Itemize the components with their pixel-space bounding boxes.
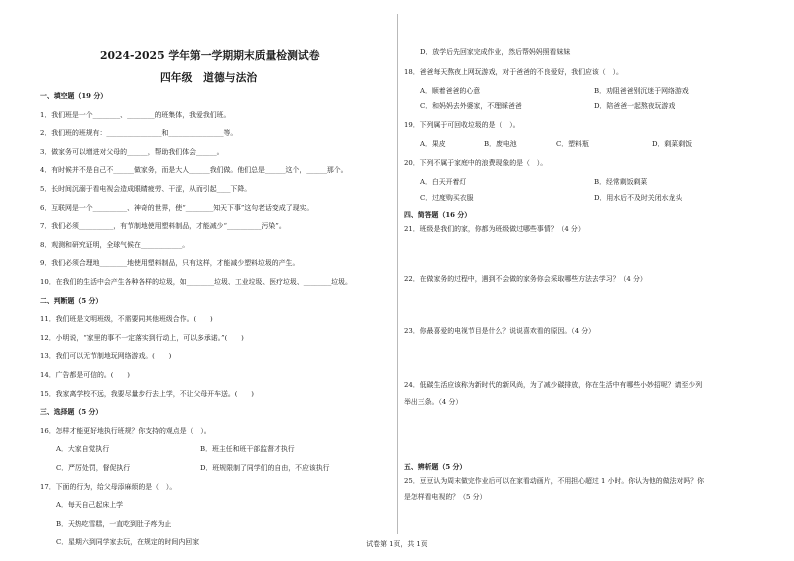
option-text: B．天热吃雪糕，一直吃到肚子疼为止 xyxy=(56,519,172,528)
column-divider xyxy=(397,14,398,534)
question-text: 12．小明说，“家里的事不一定落实到行动上，可以多承诺。”( ) xyxy=(40,333,244,342)
question-text: 13．我们可以无节制地玩网络游戏。( ) xyxy=(40,352,172,361)
section-heading: 一、填空题（19 分） xyxy=(40,92,108,100)
question-text: 11．我们班是文明班级，不需要同其他班级合作。( ) xyxy=(40,315,213,324)
question-text: 25．豆豆认为周末做完作业后可以在家看动画片，不用担心超过 1 小时。你认为他的做法对吗？你 xyxy=(404,477,705,485)
question-text: 4．有时候并不是自己不______做家务，而是大人______我们做。他们总是______这个，______那个。 xyxy=(40,166,348,175)
question-text: 举出三条。（4 分） xyxy=(404,398,463,406)
option-text: D．放学后先回家完成作业，然后帮妈妈照看妹妹 xyxy=(420,48,571,56)
option-text: C．星期六到同学家去玩，在规定的时间内回家 xyxy=(56,538,200,547)
question-text: 6．互联网是一个__________、神奇的世界，使“________知天下事”这句老话变成了现实。 xyxy=(40,203,314,212)
option-text: A．每天自己起床上学 xyxy=(56,501,123,510)
option-text: A．大家自觉执行 xyxy=(56,445,110,454)
section-heading: 四、简答题（16 分） xyxy=(404,211,472,219)
question-text: 19．下列属于可回收垃圾的是（ ）。 xyxy=(404,121,520,129)
option-text: B．经常剩饭剩菜 xyxy=(594,178,648,186)
exam-subtitle: 四年级 道德与法治 xyxy=(160,71,258,84)
question-text: 7．我们必须__________，有节制地使用塑料制品，才能减少“__________污染”。 xyxy=(40,222,286,231)
option-text: C．塑料瓶 xyxy=(556,140,589,148)
page-footer: 试卷第 1页，共 1页 xyxy=(366,540,428,548)
question-text: 3．做家务可以增进对父母的______，帮助我们体会______。 xyxy=(40,147,224,156)
question-text: 16．怎样才能更好地执行班规？你支持的观点是（ ）。 xyxy=(40,426,211,435)
option-text: A．白天开着灯 xyxy=(420,178,467,186)
question-text: 24．低碳生活应该称为新时代的新风尚，为了减少碳排放，你在生活中有哪些小妙招呢？请至少列 xyxy=(404,381,703,389)
question-text: 15．我家离学校不远，我要尽量步行去上学，不让父母开车送。( ) xyxy=(40,389,254,398)
option-text: D．用水后不及时关闭水龙头 xyxy=(594,194,683,202)
question-text: 18．爸爸每天熬夜上网玩游戏，对于爸爸的不良爱好，我们应该（ ）。 xyxy=(404,68,623,76)
option-text: B．班主任和班干部监督才执行 xyxy=(200,445,295,454)
question-text: 10．在我们的生活中会产生各种各样的垃圾，如________垃圾、工业垃圾、医疗垃圾、________垃圾。 xyxy=(40,278,352,286)
question-text: 21．班级是我们的家，你都为班级做过哪些事情？（4 分） xyxy=(404,225,585,233)
question-text: 14．广告都是可信的。( ) xyxy=(40,371,130,379)
option-text: C．严厉处罚，督促执行 xyxy=(56,464,131,472)
section-heading: 三、选择题（5 分） xyxy=(40,408,103,417)
exam-title: 2024-2025 学年第一学期期末质量检测试卷 xyxy=(100,49,320,62)
question-text: 是怎样看电视的？（5 分） xyxy=(404,493,487,501)
question-text: 5．长时间沉溺于看电视会造成眼睛疲劳、干涩，从而引起____下降。 xyxy=(40,185,252,193)
question-text: 8．观测和研究证明，全球气候在____________。 xyxy=(40,240,190,249)
option-text: A．顺着爸爸的心意 xyxy=(420,87,481,95)
option-text: D．陪爸爸一起熬夜玩游戏 xyxy=(594,102,676,110)
option-text: D．班规限制了同学们的自由，不应该执行 xyxy=(200,464,330,472)
option-text: C．和妈妈去外婆家，不理睬爸爸 xyxy=(420,102,522,110)
question-text: 22．在做家务的过程中，遇到不会做的家务你会采取哪些方法去学习？（4 分） xyxy=(404,275,647,283)
option-text: B．劝阻爸爸别沉迷于网络游戏 xyxy=(594,87,689,95)
question-text: 23．你最喜爱的电视节目是什么？说说喜欢看的原因。（4 分） xyxy=(404,327,596,335)
question-text: 17．下面的行为，给父母添麻烦的是（ ）。 xyxy=(40,482,177,491)
option-text: D．剩菜剩饭 xyxy=(652,140,692,148)
question-text: 1．我们班是一个________、________的班集体，我爱我们班。 xyxy=(40,110,231,119)
option-text: A．果皮 xyxy=(420,140,446,148)
option-text: C．过度购买衣服 xyxy=(420,194,474,202)
section-heading: 二、判断题（5 分） xyxy=(40,296,103,305)
question-text: 20．下列不属于家庭中的浪费现象的是（ ）。 xyxy=(404,159,548,167)
question-text: 2．我们班的班规有：________________和________________等。 xyxy=(40,129,238,138)
option-text: B．废电池 xyxy=(484,140,517,148)
section-heading: 五、辨析题（5 分） xyxy=(404,463,467,471)
question-text: 9．我们必须合理地________地使用塑料制品，只有这样，才能减少塑料垃圾的产生。 xyxy=(40,259,300,268)
